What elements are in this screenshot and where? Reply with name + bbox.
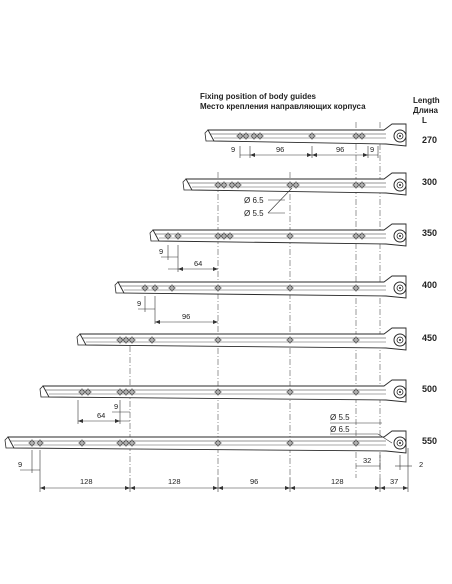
dim-bottom-96: 96 [250, 477, 259, 486]
length-400: 400 [422, 280, 438, 290]
length-450: 450 [422, 333, 438, 343]
dim-300-hole-55: Ø 5.5 [244, 209, 264, 218]
length-label-en: Length [413, 96, 440, 105]
dim-bottom-128-a: 128 [80, 477, 93, 486]
rail-body [153, 224, 406, 246]
rail-300 [183, 173, 406, 195]
dim-500-9: 9 [114, 402, 119, 411]
dim-550-hole-65: Ø 6.5 [330, 425, 350, 434]
header-title-ru: Место крепления направляющих корпуса [200, 102, 366, 111]
roller-axle [399, 235, 401, 237]
dim-bottom-128-c: 128 [331, 477, 344, 486]
dim-550-32: 32 [363, 456, 372, 465]
rail-270 [205, 124, 406, 146]
rail-350 [150, 224, 406, 246]
rail-500 [40, 380, 406, 402]
rail-400 [115, 276, 406, 298]
dim-270-96-b: 96 [336, 145, 345, 154]
length-300: 300 [422, 177, 438, 187]
dim-550-hole-55: Ø 5.5 [330, 413, 350, 422]
roller-axle [399, 442, 401, 444]
length-label-ru: Длина [413, 106, 438, 115]
dim-300-hole-65: Ø 6.5 [244, 196, 264, 205]
rail-body [118, 276, 406, 298]
dim-350-64: 64 [194, 259, 203, 268]
roller-axle [399, 339, 401, 341]
roller-axle [399, 135, 401, 137]
dim-400-96: 96 [182, 312, 191, 321]
dim-550-2: 2 [419, 460, 424, 469]
dim-270-9-left: 9 [231, 145, 236, 154]
dim-left-9: 9 [18, 460, 23, 469]
rail-body [43, 380, 406, 402]
dim-bottom-37: 37 [390, 477, 399, 486]
length-270: 270 [422, 135, 438, 145]
length-labels [422, 135, 437, 446]
roller-axle [399, 391, 401, 393]
rail-450 [77, 328, 406, 350]
dimension-labels [18, 145, 423, 486]
dim-270-9-right: 9 [370, 145, 375, 154]
dim-400-9: 9 [137, 299, 142, 308]
length-500: 500 [422, 384, 438, 394]
rails-group [5, 124, 406, 453]
dim-bottom-128-b: 128 [168, 477, 181, 486]
roller-axle [399, 287, 401, 289]
length-550: 550 [422, 436, 438, 446]
roller-axle [399, 184, 401, 186]
dim-270-96-a: 96 [276, 145, 285, 154]
dim-350-9: 9 [159, 247, 164, 256]
length-350: 350 [422, 228, 438, 238]
header-title-en: Fixing position of body guides [200, 92, 316, 101]
dim-500-64: 64 [97, 411, 106, 420]
length-label-l: L [422, 116, 427, 125]
